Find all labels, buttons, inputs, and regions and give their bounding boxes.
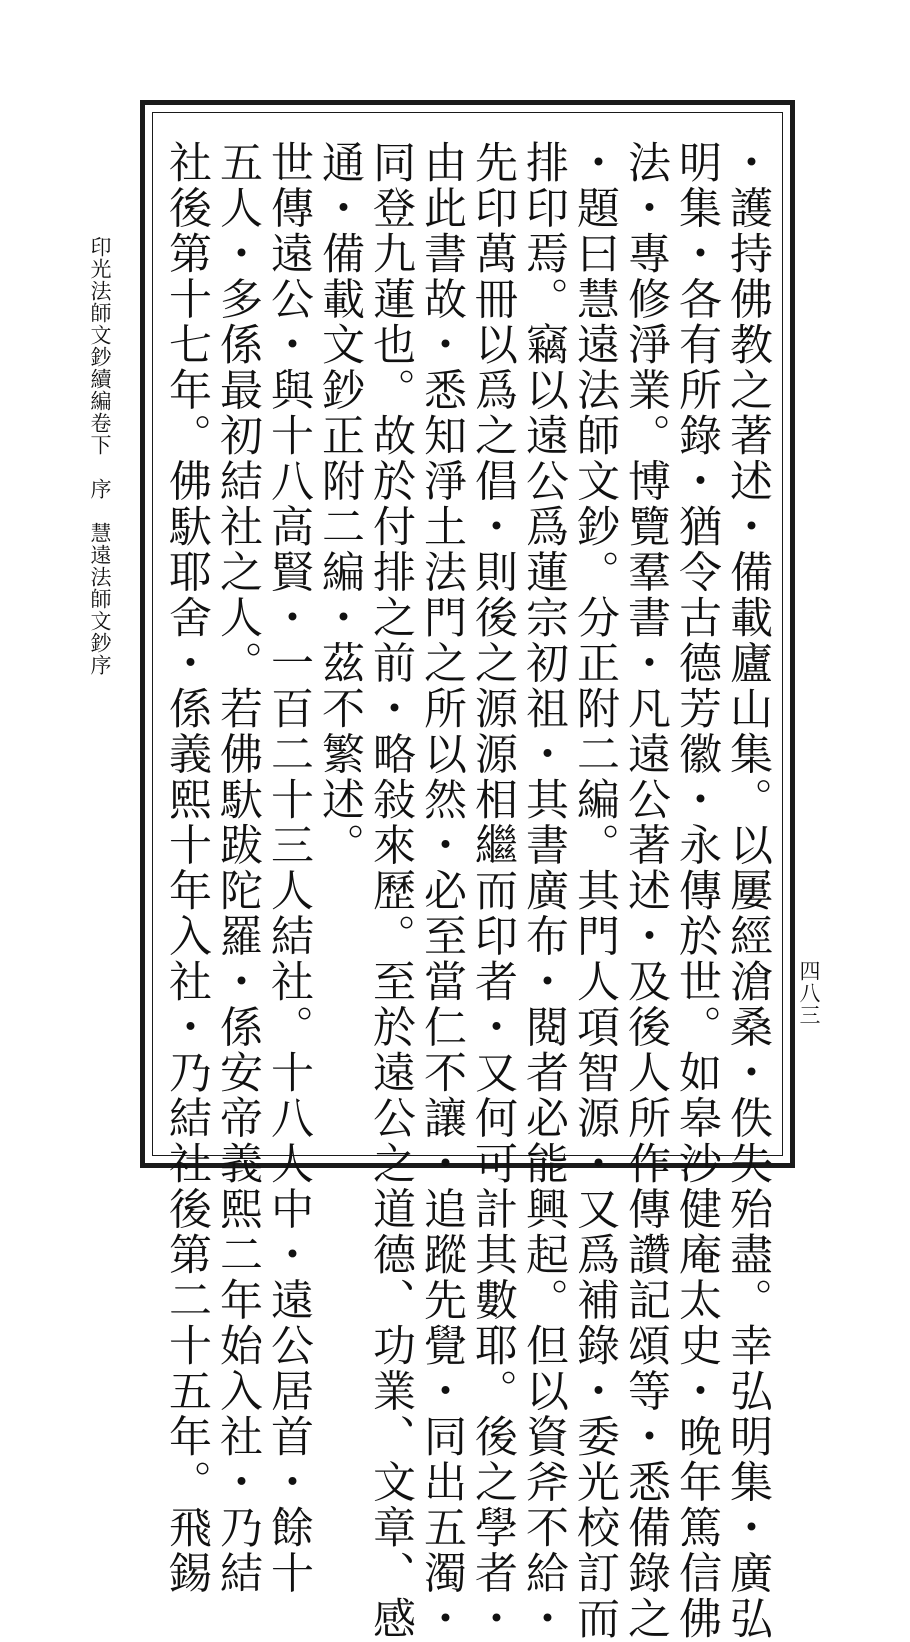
text-column-9: 通・備載文鈔正附二編・茲不繁述。 [315, 140, 365, 868]
text-column-10: 世傳遠公・與十八高賢・一百二十三人結社。十八人中・遠公居首・餘十 [264, 140, 314, 1596]
text-column-4: ・題曰慧遠法師文鈔。分正附二編。其門人項智源・又爲補錄・委光校訂而 [570, 140, 620, 1642]
text-column-11: 五人・多係最初結社之人。若佛馱跋陀羅・係安帝義熙二年始入社・乃結 [213, 140, 263, 1596]
text-column-12: 社後第十七年。佛馱耶舍・係義熙十年入社・乃結社後第二十五年。飛錫 [162, 140, 212, 1596]
text-column-8: 同登九蓮也。故於付排之前・略敍來歷。至於遠公之道德、功業、文章、感 [366, 140, 416, 1642]
text-column-3: 法・專修淨業。博覽羣書・凡遠公著述・及後人所作傳讚記頌等・悉備錄之 [621, 140, 671, 1642]
text-column-1: ・護持佛教之著述・備載廬山集。以屢經滄桑・佚失殆盡。幸弘明集・廣弘 [723, 140, 773, 1642]
text-column-6: 先印萬冊以爲之倡・則後之源源相繼而印者・又何可計其數耶。後之學者・ [468, 140, 518, 1642]
text-column-2: 明集・各有所錄・猶令古德芳徽・永傳於世。如皋沙健庵太史・晚年篤信佛 [672, 140, 722, 1642]
text-column-5: 排印焉。竊以遠公爲蓮宗初祖・其書廣布・閱者必能興起。但以資斧不給・ [519, 140, 569, 1642]
page-number: 四八三 [797, 960, 821, 1026]
running-title: 印光法師文鈔續編卷下 序 慧遠法師文鈔序 [88, 236, 112, 676]
text-column-7: 由此書故・悉知淨土法門之所以然・必至當仁不讓・追蹤先覺・同出五濁・ [417, 140, 467, 1642]
